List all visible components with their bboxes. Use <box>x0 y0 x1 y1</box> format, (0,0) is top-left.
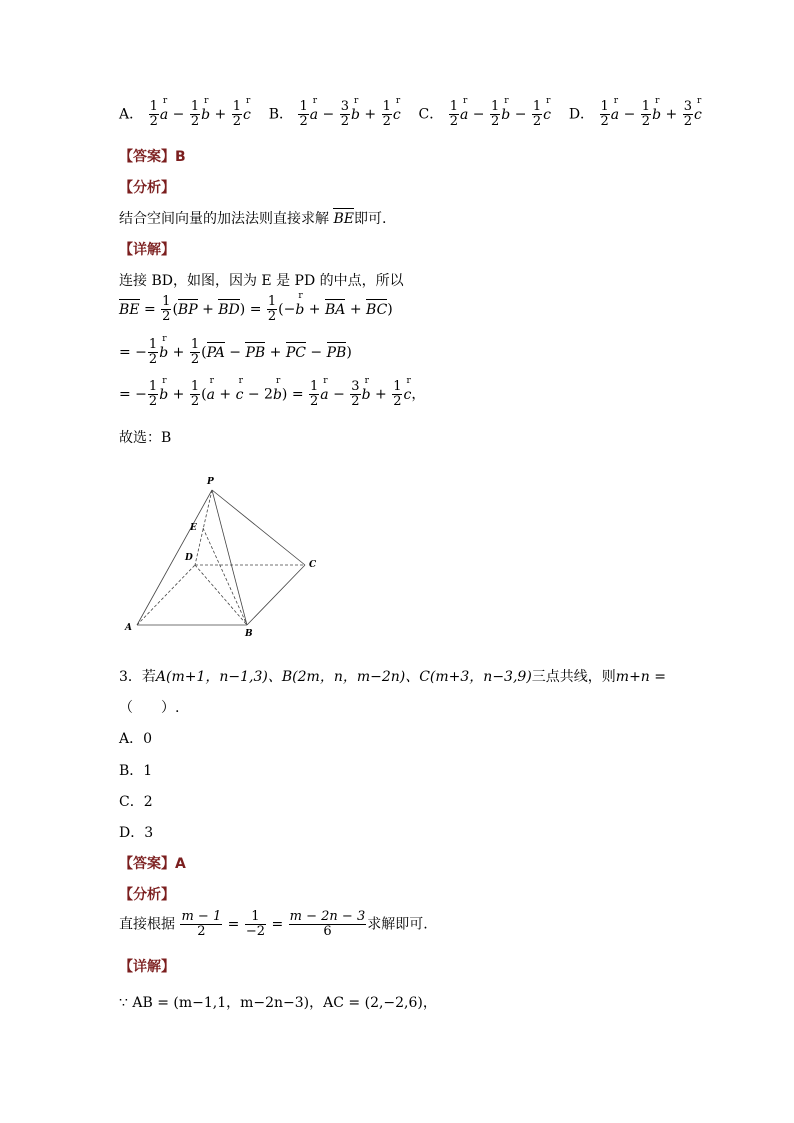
q2-analysis-label: 【分析】 <box>119 180 175 196</box>
derivation-line-1: BE = $\frac{1}{2}$ (BP + BD) = $\frac{1}{2}$ (−r b + BA + BC) <box>119 295 393 324</box>
q3-option-a: A．0 <box>119 731 153 747</box>
q3-analysis-text: 直接根据 $\frac{m - 1}{2}$ = $\frac{1}{-2}$ = $\frac{m - 2n - 3}{6}$ 求解即可. <box>119 909 428 939</box>
q3-paren: （ ）. <box>119 700 180 716</box>
q2-detail-label: 【详解】 <box>119 242 175 258</box>
vertex-label-B: B <box>245 629 253 639</box>
pyramid-figure <box>115 470 325 640</box>
derivation-line-3: = − $\frac{1}{2}$ r b + $\frac{1}{2}$ (r a + r c − 2r b) = $\frac{1}{2}$ r a − $\frac{3}{2}$ r b + $\frac{1}{2}$ r c， <box>119 380 425 409</box>
q3-detail-line: ∵ AB = (m−1,1，m−2n−3)，AC = (2,−2,6)， <box>119 995 437 1011</box>
q3-analysis-label: 【分析】 <box>119 887 175 903</box>
vertex-label-A: A <box>125 623 132 633</box>
q3-option-d: D．3 <box>119 825 154 841</box>
q3-answer: 【答案】A <box>119 856 186 872</box>
q2-conclusion: 故选：B <box>119 430 172 446</box>
q2-detail-text: 连接 BD，如图，因为 E 是 PD 的中点，所以 <box>119 273 404 289</box>
vertex-label-C: C <box>309 560 317 570</box>
q2-options: A． $\frac{1}{2}$ r a − $\frac{1}{2}$ r b + $\frac{1}{2}$ r c B． $\frac{1}{2}$ r a − $\frac{3}{2}$ r b + $\frac{1}{2}$ r c C． $\frac{1}{2}$ r a − $\frac{1}{2}$ r b − $\frac{1}{2}$ r c D． $\frac{1}{2}$ r a − $\frac{1}{2}$ r b + $\frac{3}{2}$ r c <box>119 100 702 129</box>
q3-option-c: C．2 <box>119 794 153 810</box>
q3-option-b: B．1 <box>119 763 153 779</box>
q3-detail-label: 【详解】 <box>119 959 175 975</box>
q2-answer: 【答案】B <box>119 149 186 165</box>
vertex-label-D: D <box>185 553 193 563</box>
q3-stem: 3．若A(m+1，n−1,3)、B(2m，n，m−2n)、C(m+3，n−3,9)三点共线，则m+n = <box>119 669 666 685</box>
vertex-label-P: P <box>207 477 214 487</box>
vertex-label-E: E <box>190 523 197 533</box>
derivation-line-2: = − $\frac{1}{2}$ r b + $\frac{1}{2}$ (PA − PB + PC − PB) <box>119 338 352 367</box>
q2-analysis-text: 结合空间向量的加法法则直接求解 BE即可. <box>119 211 387 227</box>
